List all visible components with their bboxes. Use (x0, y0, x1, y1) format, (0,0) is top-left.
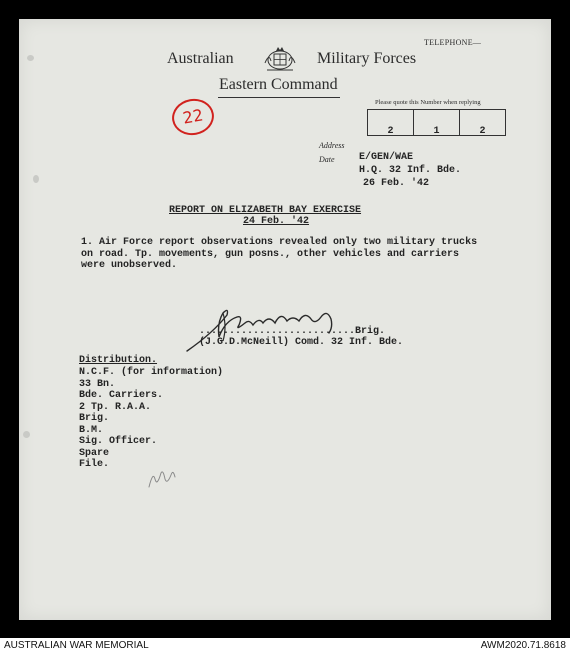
report-date: 24 Feb. '42 (243, 216, 310, 227)
distribution-item: N.C.F. (for information) (79, 367, 224, 378)
signatory-name: (J.G.D.McNeill) Comd. 32 Inf. Bde. (199, 337, 404, 348)
footer-institution: AUSTRALIAN WAR MEMORIAL (4, 640, 149, 651)
unit-headquarters: H.Q. 32 Inf. Bde. (359, 165, 462, 176)
date-label: Date (319, 155, 335, 164)
pencil-initials (145, 465, 179, 491)
distribution-item: File. (79, 459, 110, 470)
distribution-list (79, 367, 223, 471)
archive-footer (0, 638, 570, 653)
letterhead-org-left: Australian (167, 50, 234, 67)
document-page (19, 19, 551, 620)
letterhead-rule (218, 97, 340, 98)
commonwealth-crest-icon (259, 43, 301, 73)
distribution-item: B.M. (79, 424, 104, 436)
telephone-label: TELEPHONE— (424, 38, 482, 47)
distribution-item: Spare (79, 447, 110, 459)
signature-line: ..........................Brig. (199, 326, 386, 337)
reference-cell: 2 (368, 110, 414, 135)
letter-date: 26 Feb. '42 (363, 178, 430, 189)
distribution-item: Sig. Officer. (79, 436, 158, 447)
punch-hole (27, 55, 34, 61)
red-circled-number: 22 (169, 96, 217, 139)
report-paragraph: 1. Air Force report observations revealed only two military trucks on road. Tp. movements, gun posns., other vehicles and carriers were unobserved. (81, 237, 478, 271)
address-label: Address (319, 141, 345, 150)
reference-number-boxes (367, 109, 506, 136)
punch-hole (23, 431, 30, 438)
distribution-item: Bde. Carriers. (79, 390, 164, 401)
letterhead-command: Eastern Command (219, 76, 338, 93)
letterhead-org-right: Military Forces (317, 50, 417, 67)
report-title: REPORT ON ELIZABETH BAY EXERCISE (169, 205, 362, 216)
distribution-heading: Distribution. (79, 355, 158, 366)
distribution-item: 33 Bn. (79, 378, 116, 390)
reference-box-label: Please quote this Number when replying (375, 99, 481, 106)
punch-hole (33, 175, 39, 183)
footer-accession-number: AWM2020.71.8618 (480, 640, 566, 651)
file-reference: E/GEN/WAE (359, 152, 414, 163)
reference-cell: 1 (414, 110, 460, 135)
distribution-item: Brig. (79, 413, 110, 424)
reference-cell: 2 (479, 126, 486, 137)
distribution-item: 2 Tp. R.A.A. (79, 401, 152, 413)
